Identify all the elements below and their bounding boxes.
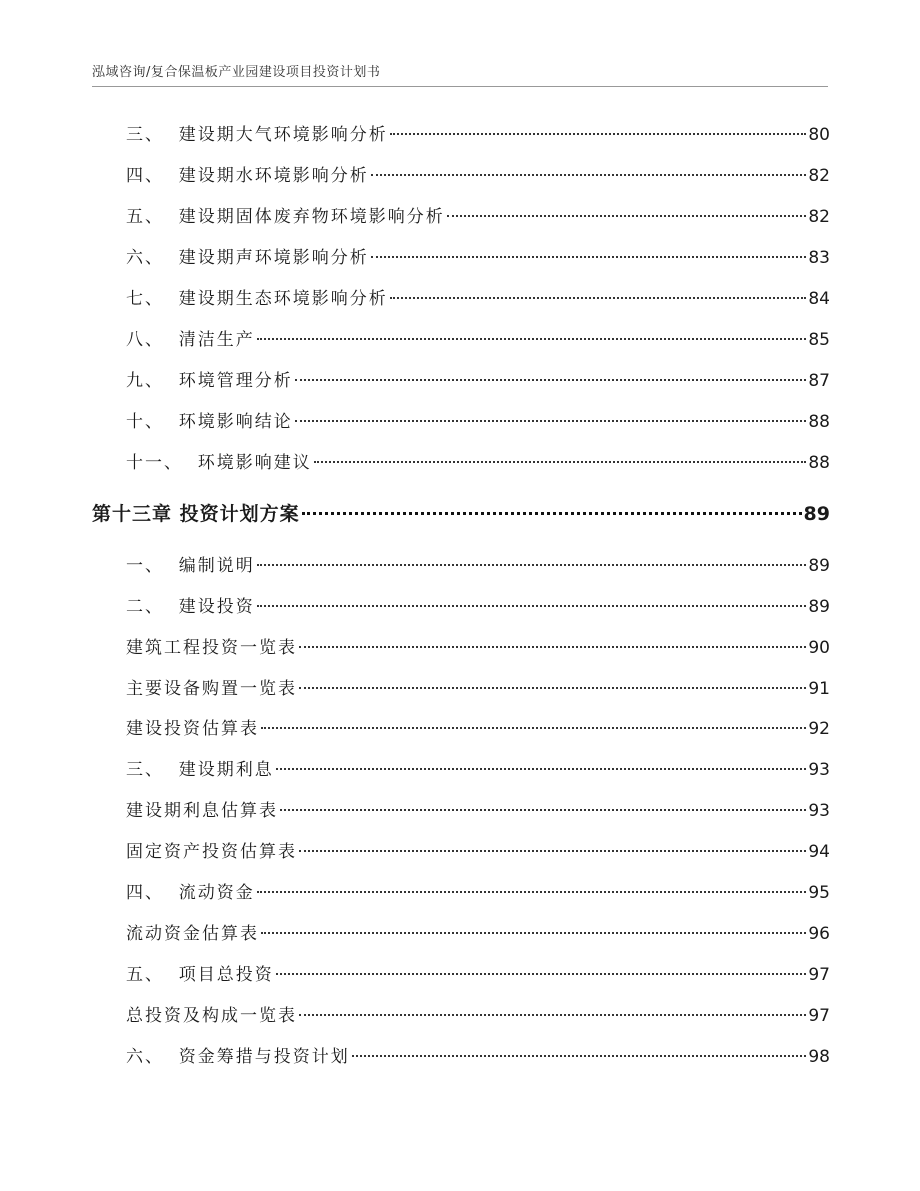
toc-entry-page: 87 bbox=[808, 371, 830, 391]
toc-leader-dots bbox=[299, 687, 806, 689]
toc-leader-dots bbox=[302, 512, 802, 515]
toc-entry-page: 95 bbox=[808, 883, 830, 903]
toc-entry-page: 98 bbox=[808, 1047, 830, 1067]
toc-entry[interactable] bbox=[126, 554, 830, 578]
toc-entry[interactable] bbox=[126, 636, 830, 660]
toc-leader-dots bbox=[299, 1014, 806, 1016]
toc-leader-dots bbox=[257, 564, 807, 566]
toc-leader-dots bbox=[276, 973, 807, 975]
toc-entry-label: 四、 流动资金 bbox=[126, 883, 255, 903]
toc-entry[interactable] bbox=[126, 410, 830, 434]
toc-chapter-label: 第十三章 投资计划方案 bbox=[92, 503, 300, 525]
toc-leader-dots bbox=[257, 605, 807, 607]
toc-entry-label: 五、 项目总投资 bbox=[126, 965, 274, 985]
toc-entry-page: 97 bbox=[808, 965, 830, 985]
toc-leader-dots bbox=[447, 215, 807, 217]
toc-entry-label: 十、 环境影响结论 bbox=[126, 412, 293, 432]
toc-entry-label: 建设投资估算表 bbox=[126, 719, 259, 739]
toc-entry-page: 90 bbox=[808, 638, 830, 658]
toc-entry[interactable] bbox=[126, 369, 830, 393]
toc-leader-dots bbox=[276, 768, 807, 770]
toc-entry-label: 七、 建设期生态环境影响分析 bbox=[126, 289, 388, 309]
toc-entry[interactable] bbox=[126, 717, 830, 741]
toc-entry[interactable] bbox=[126, 758, 830, 782]
toc-entry-page: 89 bbox=[808, 556, 830, 576]
toc-leader-dots bbox=[280, 809, 806, 811]
toc-entry[interactable] bbox=[126, 287, 830, 311]
toc-leader-dots bbox=[261, 932, 806, 934]
toc-entry-label: 九、 环境管理分析 bbox=[126, 371, 293, 391]
toc-leader-dots bbox=[295, 420, 807, 422]
toc-entry-page: 91 bbox=[808, 679, 830, 699]
toc-entry-page: 93 bbox=[808, 801, 830, 821]
toc-entry-label: 总投资及构成一览表 bbox=[126, 1006, 297, 1026]
toc-entry-page: 84 bbox=[808, 289, 830, 309]
toc-entry-label: 三、 建设期大气环境影响分析 bbox=[126, 125, 388, 145]
toc-entry[interactable] bbox=[126, 246, 830, 270]
toc-entry-label: 五、 建设期固体废弃物环境影响分析 bbox=[126, 207, 445, 227]
toc-leader-dots bbox=[352, 1055, 807, 1057]
page-header: 泓域咨询/复合保温板产业园建设项目投资计划书 bbox=[92, 65, 381, 80]
toc-entry-page: 97 bbox=[808, 1006, 830, 1026]
toc-entry[interactable] bbox=[126, 881, 830, 905]
toc-entry[interactable] bbox=[126, 1004, 830, 1028]
toc-entry[interactable] bbox=[126, 840, 830, 864]
toc-leader-dots bbox=[390, 133, 807, 135]
toc-entry-label: 建设期利息估算表 bbox=[126, 801, 278, 821]
toc-entry-page: 88 bbox=[808, 412, 830, 432]
toc-entry[interactable] bbox=[126, 451, 830, 475]
toc-entry-label: 一、 编制说明 bbox=[126, 556, 255, 576]
toc-entry-page: 93 bbox=[808, 760, 830, 780]
toc-entry-label: 八、 清洁生产 bbox=[126, 330, 255, 350]
header-divider bbox=[92, 86, 828, 87]
toc-leader-dots bbox=[390, 297, 807, 299]
toc-entry-page: 83 bbox=[808, 248, 830, 268]
toc-entry[interactable] bbox=[126, 1045, 830, 1069]
toc-entry-page: 92 bbox=[808, 719, 830, 739]
toc-leader-dots bbox=[261, 727, 806, 729]
toc-entry-label: 建筑工程投资一览表 bbox=[126, 638, 297, 658]
toc-entry[interactable] bbox=[126, 205, 830, 229]
toc-entry[interactable] bbox=[126, 164, 830, 188]
toc-entry-label: 固定资产投资估算表 bbox=[126, 842, 297, 862]
toc-leader-dots bbox=[371, 256, 807, 258]
toc-leader-dots bbox=[257, 891, 807, 893]
toc-entry-label: 六、 建设期声环境影响分析 bbox=[126, 248, 369, 268]
toc-entry[interactable] bbox=[126, 677, 830, 701]
toc-entry[interactable] bbox=[126, 963, 830, 987]
toc-entry-page: 85 bbox=[808, 330, 830, 350]
toc-entry[interactable] bbox=[126, 922, 830, 946]
toc-entry[interactable] bbox=[126, 328, 830, 352]
toc-leader-dots bbox=[371, 174, 807, 176]
toc-chapter-entry[interactable] bbox=[92, 502, 830, 526]
toc-entry-page: 96 bbox=[808, 924, 830, 944]
toc-entry-label: 主要设备购置一览表 bbox=[126, 679, 297, 699]
toc-entry-page: 89 bbox=[808, 597, 830, 617]
toc-entry[interactable] bbox=[126, 799, 830, 823]
toc-entry-page: 94 bbox=[808, 842, 830, 862]
toc-entry-page: 88 bbox=[808, 453, 830, 473]
toc-entry-label: 二、 建设投资 bbox=[126, 597, 255, 617]
toc-leader-dots bbox=[299, 646, 806, 648]
toc-entry-label: 四、 建设期水环境影响分析 bbox=[126, 166, 369, 186]
toc-entry-label: 六、 资金筹措与投资计划 bbox=[126, 1047, 350, 1067]
toc-entry[interactable] bbox=[126, 595, 830, 619]
toc-entry-page: 80 bbox=[808, 125, 830, 145]
toc-entry[interactable] bbox=[126, 123, 830, 147]
toc-entry-label: 十一、 环境影响建议 bbox=[126, 453, 312, 473]
toc-entry-page: 82 bbox=[808, 166, 830, 186]
toc-leader-dots bbox=[257, 338, 807, 340]
toc-leader-dots bbox=[299, 850, 806, 852]
toc-entry-label: 流动资金估算表 bbox=[126, 924, 259, 944]
toc-leader-dots bbox=[314, 461, 807, 463]
toc-leader-dots bbox=[295, 379, 807, 381]
toc-entry-page: 82 bbox=[808, 207, 830, 227]
toc-entry-label: 三、 建设期利息 bbox=[126, 760, 274, 780]
toc-chapter-page: 89 bbox=[803, 503, 830, 525]
